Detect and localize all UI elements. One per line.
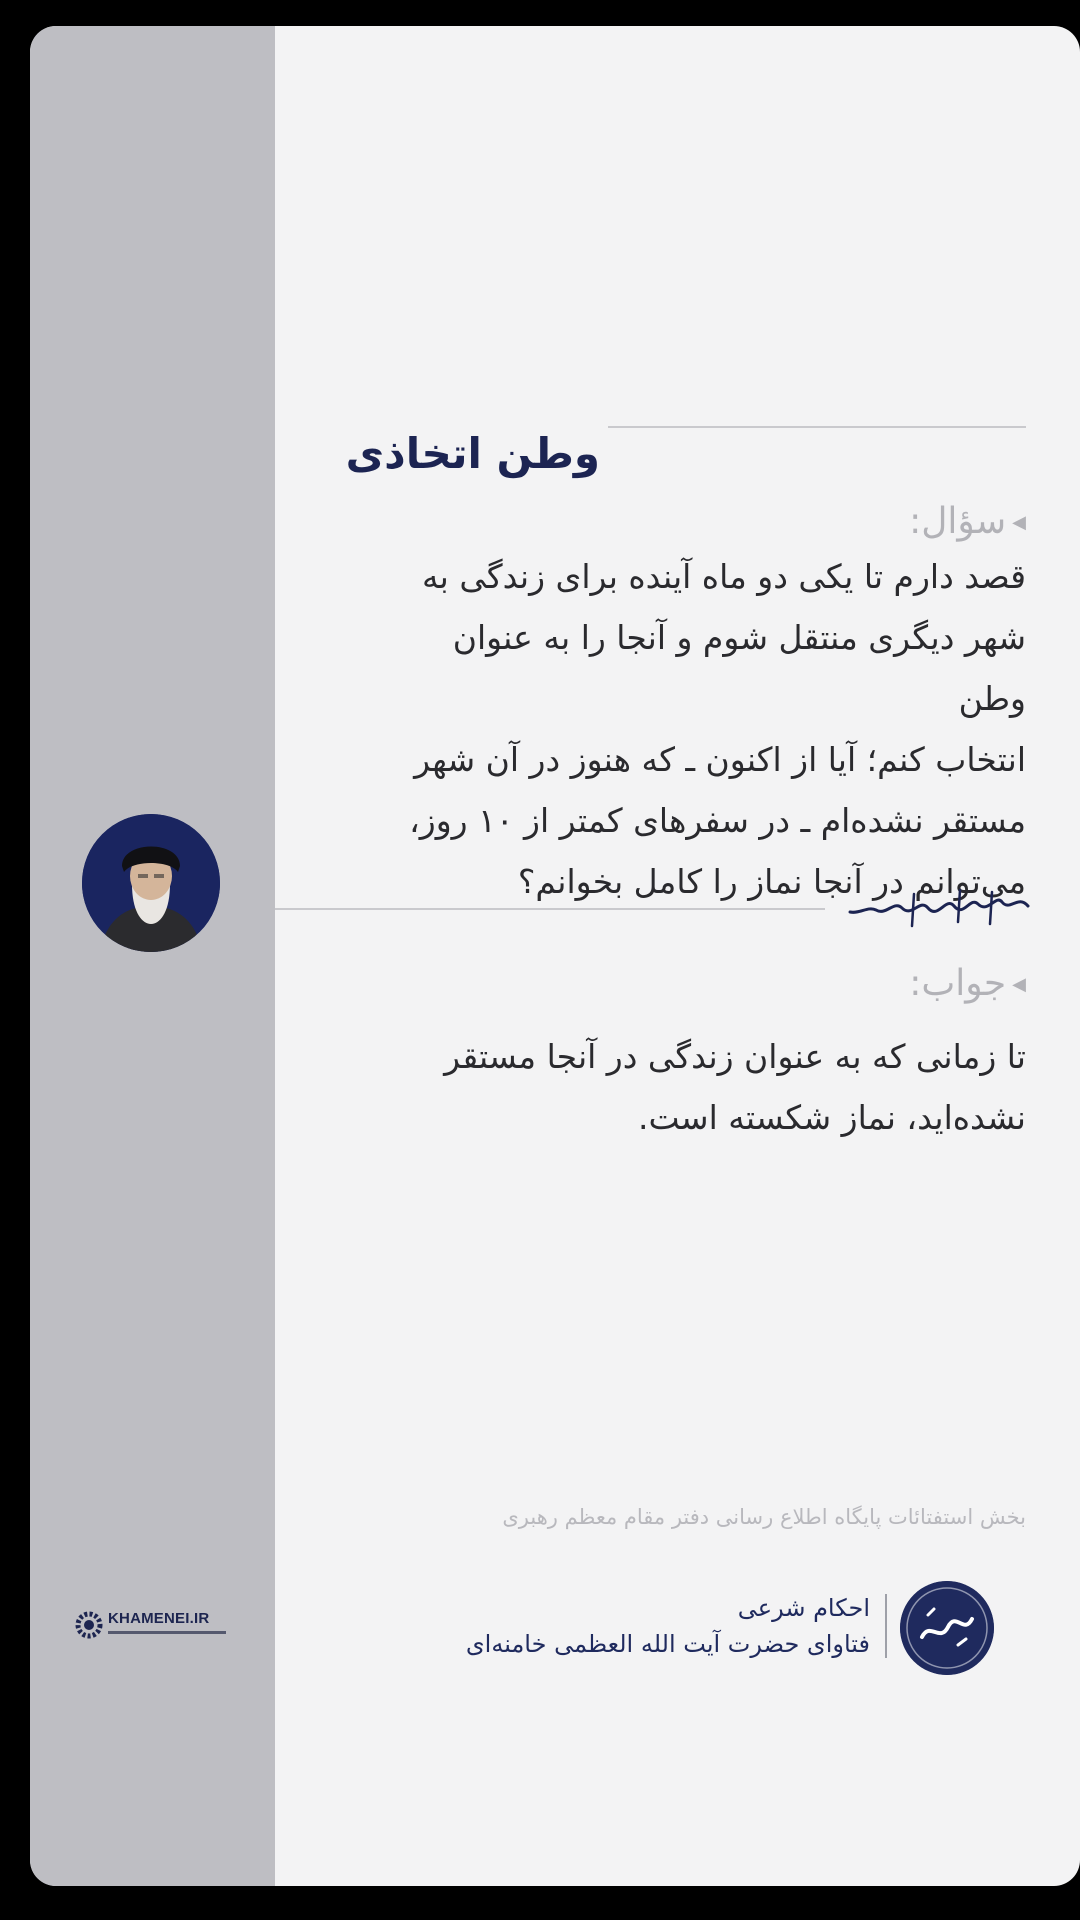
footer-line-2: فتاوای حضرت آیت الله العظمی خامنه‌ای (465, 1630, 870, 1658)
wordmark-text: KHAMENEI.IR (108, 1610, 210, 1627)
answer-line: نشده‌اید، نماز شکسته است. (638, 1098, 1026, 1137)
side-strip (30, 26, 275, 1886)
answer-divider (275, 908, 825, 910)
title-divider (608, 426, 1026, 428)
fatwa-card (30, 26, 1080, 1886)
triangle-left-icon: ◀ (1012, 974, 1026, 995)
question-line: مستقر نشده‌ام ـ در سفرهای کمتر از ۱۰ روز، (409, 801, 1026, 840)
portrait-avatar (82, 814, 220, 952)
bismillah-calligraphy (842, 884, 1032, 934)
page-title: وطن اتخاذی (345, 429, 600, 478)
question-line: شهر دیگری منتقل شوم و آنجا را به عنوان وطن (452, 618, 1026, 718)
footer-caption (430, 1590, 870, 1666)
answer-label-row (810, 962, 1026, 1006)
answer-line: تا زمانی که به عنوان زندگی در آنجا مستقر (444, 1037, 1026, 1076)
fiqh-logo-icon (900, 1581, 994, 1675)
triangle-left-icon: ◀ (1012, 512, 1026, 533)
question-line: می‌توانم در آنجا نماز را کامل بخوانم؟ (517, 862, 1026, 901)
question-label-row (810, 500, 1026, 544)
question-label: سؤال: (909, 501, 1007, 542)
footer-divider (885, 1594, 887, 1658)
khamenei-ir-wordmark (74, 1610, 234, 1644)
wordmark-tagline (108, 1631, 226, 1634)
source-credit: بخش استفتائات پایگاه اطلاع رسانی دفتر مقام معظم رهبری (502, 1505, 1026, 1529)
question-line: انتخاب کنم؛ آیا از اکنون ـ که هنوز در آن شهر (414, 740, 1026, 779)
footer-line-1: احکام شرعی (737, 1594, 870, 1622)
answer-label: جواب: (909, 963, 1007, 1004)
answer-text (382, 1026, 1026, 1150)
question-text (382, 546, 1026, 901)
gear-logo-icon (74, 1610, 104, 1640)
question-line: قصد دارم تا یکی دو ماه آینده برای زندگی به (421, 557, 1026, 596)
